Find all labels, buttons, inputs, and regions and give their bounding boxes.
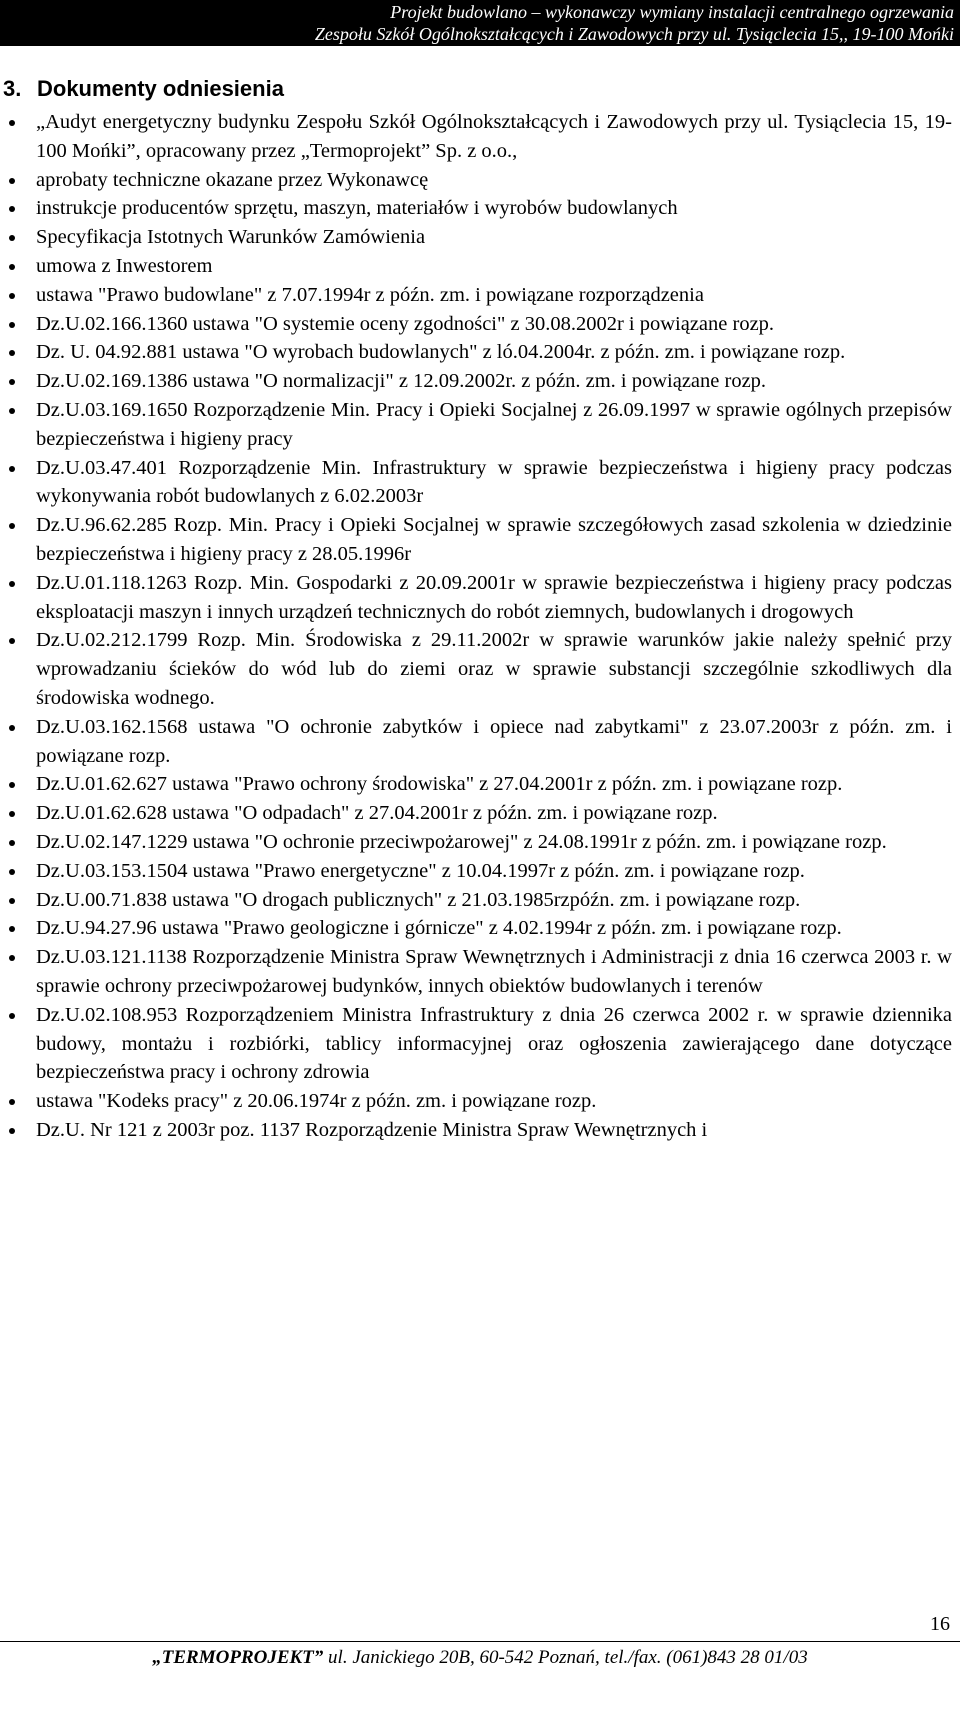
footer-divider [0,1641,960,1642]
header-line-2: Zespołu Szkół Ogólnokształcących i Zawodowych przy ul. Tysiąclecia 15,, 19-100 Mońki [314,24,954,44]
list-item: Dz.U.96.62.285 Rozp. Min. Pracy i Opieki Socjalnej w sprawie szczegółowych zasad szkolenia w dziedzinie bezpieczeństwa i higieny pracy z 28.05.1996r [0,511,952,569]
list-item: Dz. U. 04.92.881 ustawa "O wyrobach budowlanych" z ló.04.2004r. z późn. zm. i powiązane rozp. [0,338,952,367]
page-number: 16 [930,1613,950,1635]
list-item: Dz.U.02.169.1386 ustawa "O normalizacji" z 12.09.2002r. z późn. zm. i powiązane rozp. [0,367,952,396]
list-item: ustawa "Kodeks pracy" z 20.06.1974r z późn. zm. i powiązane rozp. [0,1087,952,1116]
list-item: Dz.U.03.121.1138 Rozporządzenie Ministra Spraw Wewnętrznych i Administracji z dnia 16 czerwca 2003 r. w sprawie ochrony przeciwpożarowej budynków, innych obiektów budowlanych i terenów [0,943,952,1001]
list-item: instrukcje producentów sprzętu, maszyn, materiałów i wyrobów budowlanych [0,194,952,223]
page-footer [0,1645,960,1671]
list-item: Dz.U.01.62.627 ustawa "Prawo ochrony środowiska" z 27.04.2001r z późn. zm. i powiązane rozp. [0,770,952,799]
list-item: aprobaty techniczne okazane przez Wykonawcę [0,166,952,195]
section-title [3,74,284,104]
list-item: Dz.U.03.153.1504 ustawa "Prawo energetyczne" z 10.04.1997r z późn. zm. i powiązane rozp. [0,857,952,886]
section-number: 3. [3,76,22,101]
list-item: Dz.U.94.27.96 ustawa "Prawo geologiczne i górnicze" z 4.02.1994r z późn. zm. i powiązane rozp. [0,914,952,943]
list-item: Dz.U.00.71.838 ustawa "O drogach publicznych" z 21.03.1985rzpóźn. zm. i powiązane rozp. [0,886,952,915]
list-item: Dz.U.02.212.1799 Rozp. Min. Środowiska z 29.11.2002r w sprawie warunków jakie należy spełnić przy wprowadzaniu ścieków do wód lub do ziemi oraz w sprawie substancji szczególnie szkodliwych dla środowiska wodnego. [0,626,952,712]
list-item: Specyfikacja Istotnych Warunków Zamówienia [0,223,952,252]
list-item: „Audyt energetyczny budynku Zespołu Szkół Ogólnokształcących i Zawodowych przy ul. Tysiąclecia 15, 19-100 Mońki”, opracowany przez „Termoprojekt” Sp. z o.o., [0,108,952,166]
list-item: Dz.U.02.166.1360 ustawa "O systemie oceny zgodności" z 30.08.2002r i powiązane rozp. [0,310,952,339]
list-item: Dz.U.03.47.401 Rozporządzenie Min. Infrastruktury w sprawie bezpieczeństwa i higieny pracy podczas wykonywania robót budowlanych z 6.02.2003r [0,454,952,512]
section-title-text: Dokumenty odniesienia [37,76,284,101]
header-line-1: Projekt budowlano – wykonawczy wymiany instalacji centralnego ogrzewania [390,2,954,22]
list-item: ustawa "Prawo budowlane" z 7.07.1994r z późn. zm. i powiązane rozporządzenia [0,281,952,310]
list-item: Dz.U.01.118.1263 Rozp. Min. Gospodarki z 20.09.2001r w sprawie bezpieczeństwa i higieny pracy podczas eksploatacji maszyn i innych urządzeń technicznych do robót ziemnych, budowlanych i drogowych [0,569,952,627]
list-item: umowa z Inwestorem [0,252,952,281]
list-item: Dz.U.03.169.1650 Rozporządzenie Min. Pracy i Opieki Socjalnej z 26.09.1997 w sprawie ogólnych przepisów bezpieczeństwa i higieny pracy [0,396,952,454]
list-item: Dz.U. Nr 121 z 2003r poz. 1137 Rozporządzenie Ministra Spraw Wewnętrznych i [0,1116,952,1145]
list-item: Dz.U.03.162.1568 ustawa "O ochronie zabytków i opiece nad zabytkami" z 23.07.2003r z późn. zm. i powiązane rozp. [0,713,952,771]
footer-company: „TERMOPROJEKT” [152,1647,324,1668]
list-item: Dz.U.02.108.953 Rozporządzeniem Ministra Infrastruktury z dnia 26 czerwca 2002 r. w sprawie dziennika budowy, montażu i rozbiórki, tablicy informacyjnej oraz ogłoszenia zawierającego dane dotyczące bezpieczeństwa pracy i ochrony zdrowia [0,1001,952,1087]
list-item: Dz.U.02.147.1229 ustawa "O ochronie przeciwpożarowej" z 24.08.1991r z późn. zm. i powiązane rozp. [0,828,952,857]
page-header [0,0,960,46]
reference-list [0,108,952,1145]
list-item: Dz.U.01.62.628 ustawa "O odpadach" z 27.04.2001r z późn. zm. i powiązane rozp. [0,799,952,828]
footer-address: ul. Janickiego 20B, 60-542 Poznań, tel./fax. (061)843 28 01/03 [328,1647,808,1668]
